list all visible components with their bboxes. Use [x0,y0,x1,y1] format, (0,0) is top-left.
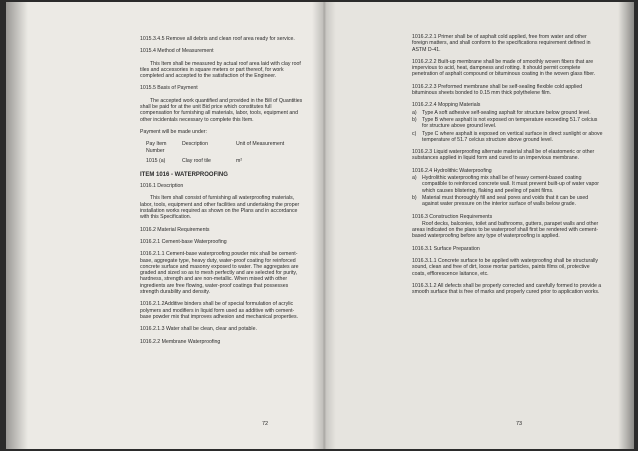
list-text: Type A soft adhesive self-sealing asphalt for structure below ground level. [422,109,591,116]
list-text: Material must thoroughly fill and seal pores and voids that it can be used against water pressure on the interior surface of walls below grade. [422,194,589,208]
section-title: 1016.3.1 Surface Preparation [412,245,480,252]
paragraph: 1016.3.1.1 Concrete surface to be applied with waterproofing shall be structurally sound, clean and free of dirt, loose mortar particles, paints films oil, protective coats, efflorescence laitance, etc. [412,258,598,277]
section-title: 1016.2.4 Hydrolithic Waterproofing [412,167,492,174]
right-page [324,2,634,449]
paragraph: 1016.2.1.1 Cement-base waterproofing powder mix shall be cement-base, aggregate type, heavy duty, water-proof coating for reinforced concrete surface and masonry exposed to water. The aggregates are graded and sized so as to mesh perfectly and are selected for purity, hardness, strength and are non-metallic. When mixed with other ingredients are free flowing, water-proof coatings that possesses strength durability and density. [140,251,299,296]
section-title: 1016.2.2 Membrane Waterproofing [140,338,221,345]
payment-table [146,141,304,164]
header-pay-item: Pay Item Number [146,141,167,154]
header-description: Description [182,141,208,148]
list-label: c) [412,130,417,137]
list-item [412,195,604,208]
page-number: 72 [262,421,269,427]
paragraph: 1015.3.4.5 Remove all debris and clean roof area ready for service. [140,36,295,42]
list-label: a) [412,175,417,182]
section-title: 1015.5 Basis of Payment [140,85,198,92]
list-text: Hydrolithic waterproofing mix shall be of heavy cement-based coating compatible to reinforced concrete wall. It must prevent built-up of water vapor which causes blistering, flaking and peeling of paint films. [422,175,600,194]
list-item [412,175,604,194]
cell-description: Clay roof tile [182,157,211,164]
page-edge-shadow [6,2,28,449]
section-title: 1016.2 Material Requirements [140,226,210,233]
list-text: Type B where asphalt is not exposed on temperature exceeding 51.7 celcius for structure above ground level. [422,116,598,130]
paragraph: 1016.2.1.3 Water shall be clean, clear and potable. [140,326,257,333]
section-title: 1016.1 Description [140,183,184,190]
payment-table-row [146,158,304,164]
left-page [6,2,324,449]
list-item [412,131,604,144]
paragraph: This Item shall be measured by actual roof area laid with clay roof tiles and accessories in square meters or part thereof, for work completed and accepted to the satisfaction of the Engineer. [140,60,301,80]
paragraph: The accepted work quantified and provided in the Bill of Quantities shall be paid for at the unit Bid price which constitutes full compensation for furnishing all materials, labor, tools, equipment and other incidentals necessary to complete this Item. [140,97,303,123]
paragraph: Payment will be made under: [140,128,207,135]
section-title: 1015.4 Method of Measurement [140,48,214,55]
paragraph: 1016.2.3 Liquid waterproofing alternate material shall be of elastomeric or other substances applied in liquid form and cured to an impervious membrane. [412,149,595,162]
page-edge-shadow [618,2,634,449]
section-title: 1016.3 Construction Requirements [412,213,493,220]
paragraph: 1016.2.2.1 Primer shall be of asphalt cold applied, free from water and other foreign matters, and shall conform to the specifications requirement defined in ASTM D-41. [412,34,591,53]
list-label: b) [412,194,417,201]
paragraph: 1016.2.2.3 Preformed membrane shall be self-sealing flexible cold applied bituminous sheets bonded to 0.15 mm thick polythelene film. [412,83,583,97]
paragraph: Roof decks, balconies, toilet and bathrooms, gutters, parapet walls and other areas indicated on the plans to be waterproof shall first be rendered with cement-based waterproofing before any type of waterproofing is applied. [412,220,599,240]
book-spread [6,2,634,449]
book-gutter-shadow [312,2,336,449]
paragraph: 1016.2.1.2Additive binders shall be of special formulation of acrylic polymers and modifiers in liquid form used as additive with cement-base powder mix that improves adhesion and mechanical properties. [140,301,299,320]
header-unit: Unit of Measurement [236,141,285,148]
page-number: 73 [516,421,523,427]
paragraph: 1016.2.2.2 Built-up membrane shall be made of smoothly woven fibers that are impervious to acid, heat, dampness and rotting. It should permit complete penetration of asphalt compound or bituminous coating in the woven glass fiber. [412,58,596,78]
paragraph: This Item shall consist of furnishing all waterproofing materials, labor, tools, equipment and other facilities and undertaking the proper installation works required as shown on the Plans and in accordance with this Specification. [140,195,300,221]
list-text: Type C where asphalt is exposed on vertical surface in direct sunlight or above temperature of 51.7 celcius structure above ground level. [422,130,603,143]
cell-unit: m² [236,157,243,164]
cell-pay-item: 1015 (a) [146,157,166,164]
section-title: 1016.2.1 Cement-base Waterproofing [140,238,227,245]
list-item [412,110,604,116]
section-title: 1016.2.2.4 Mopping Materials [412,102,481,109]
paragraph: 1016.3.1.2 All defects shall be properly corrected and carefully formed to provide a smooth surface that is free of marks and properly cured prior to application works. [412,282,602,296]
payment-table-header [146,141,304,154]
list-item [412,117,604,130]
list-label: b) [412,116,417,123]
list-label: a) [412,109,417,116]
item-heading: ITEM 1016 - WATERPROOFING [140,172,228,179]
